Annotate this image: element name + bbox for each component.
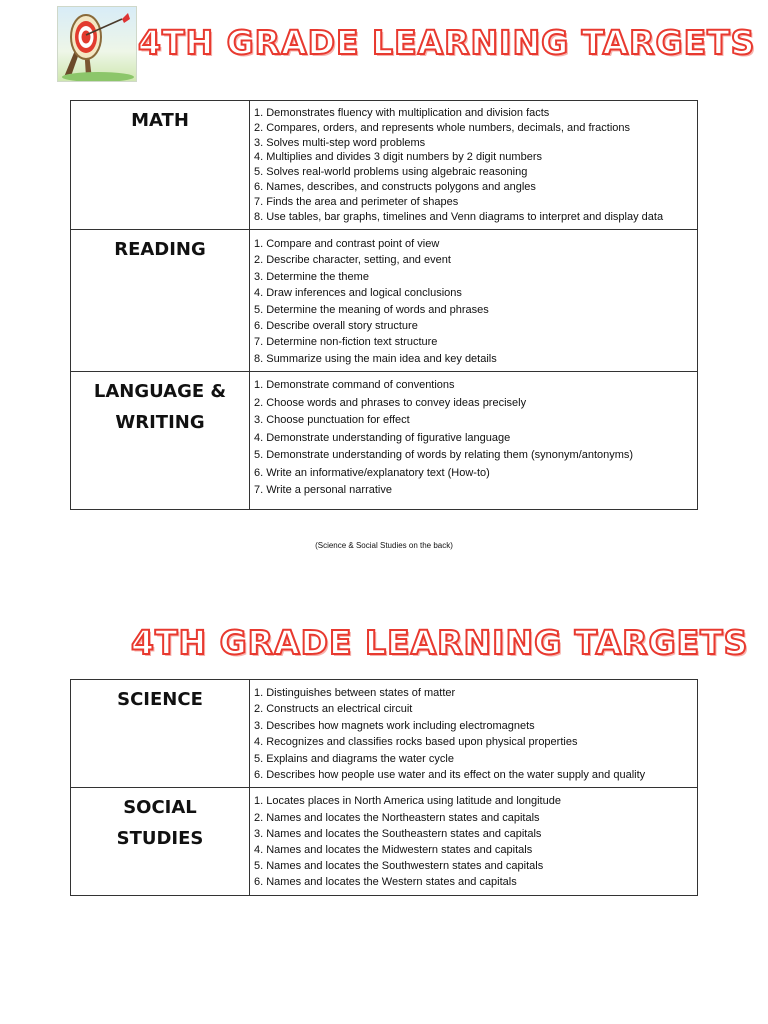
list-item: 3. Solves multi-step word problems bbox=[254, 136, 426, 149]
target-list bbox=[250, 101, 698, 230]
subject-label: READING bbox=[114, 239, 206, 260]
list-item: 2. Choose words and phrases to convey ideas precisely bbox=[254, 396, 527, 409]
list-item: 5. Solves real-world problems using algebraic reasoning bbox=[254, 166, 528, 179]
subject-label-line-1: LANGUAGE & bbox=[93, 381, 227, 403]
back-page-note: (Science & Social Studies on the back) bbox=[315, 541, 453, 550]
list-item: 4. Draw inferences and logical conclusions bbox=[254, 287, 462, 300]
list-item: 3. Determine the theme bbox=[254, 270, 369, 283]
list-item: 2. Names and locates the Northeastern states and capitals bbox=[254, 811, 540, 824]
page-title: 4TH GRADE LEARNING TARGETS bbox=[138, 23, 756, 62]
subject-math bbox=[71, 101, 250, 230]
list-item: 1. Demonstrates fluency with multiplication and division facts bbox=[254, 107, 550, 119]
table-row bbox=[71, 372, 698, 510]
target-list bbox=[250, 680, 698, 788]
list-item: 3. Names and locates the Southeastern states and capitals bbox=[254, 827, 542, 840]
list-item: 4. Names and locates the Midwestern states and capitals bbox=[254, 844, 533, 857]
list-item: 3. Describes how magnets work including electromagnets bbox=[254, 719, 535, 732]
page-title-2: 4TH GRADE LEARNING TARGETS bbox=[131, 623, 749, 662]
list-item: 8. Summarize using the main idea and key details bbox=[254, 352, 497, 365]
list-item: 7. Write a personal narrative bbox=[254, 484, 392, 497]
list-item: 8. Use tables, bar graphs, timelines and Venn diagrams to interpret and display data bbox=[254, 210, 664, 223]
subject-science bbox=[71, 680, 250, 788]
list-item: 6. Describe overall story structure bbox=[254, 320, 418, 333]
list-item: 3. Choose punctuation for effect bbox=[254, 414, 410, 427]
learning-targets-table-2 bbox=[70, 679, 698, 896]
list-item: 5. Demonstrate understanding of words by relating them (synonym/antonyms) bbox=[254, 449, 634, 462]
learning-targets-table-1 bbox=[70, 100, 698, 510]
table-row bbox=[71, 680, 698, 788]
list-item: 4. Demonstrate understanding of figurative language bbox=[254, 431, 511, 444]
target-list bbox=[250, 230, 698, 372]
subject-social-studies bbox=[71, 788, 250, 895]
list-item: 6. Names and locates the Western states and capitals bbox=[254, 876, 517, 889]
subject-label-line-2: WRITING bbox=[115, 412, 205, 434]
list-item: 5. Names and locates the Southwestern states and capitals bbox=[254, 860, 544, 873]
subject-reading bbox=[71, 230, 250, 372]
target-list bbox=[250, 788, 698, 895]
list-item: 2. Compares, orders, and represents whole numbers, decimals, and fractions bbox=[254, 121, 631, 134]
list-item: 1. Locates places in North America using latitude and longitude bbox=[254, 795, 561, 808]
target-logo-icon bbox=[57, 6, 137, 82]
target-list bbox=[250, 372, 698, 510]
list-item: 5. Determine the meaning of words and phrases bbox=[254, 303, 489, 316]
list-item: 6. Names, describes, and constructs polygons and angles bbox=[254, 180, 536, 193]
page-header bbox=[0, 6, 768, 76]
subject-label: MATH bbox=[131, 110, 189, 131]
list-item: 7. Finds the area and perimeter of shapes bbox=[254, 195, 459, 208]
list-item: 5. Explains and diagrams the water cycle bbox=[254, 752, 454, 765]
page-header-2 bbox=[0, 612, 768, 668]
subject-label-line-2: STUDIES bbox=[116, 828, 204, 850]
table-row bbox=[71, 101, 698, 230]
table-row bbox=[71, 230, 698, 372]
list-item: 2. Describe character, setting, and event bbox=[254, 254, 451, 267]
list-item: 6. Write an informative/explanatory text (How-to) bbox=[254, 466, 490, 479]
list-item: 1. Distinguishes between states of matter bbox=[254, 687, 456, 699]
list-item: 4. Multiplies and divides 3 digit numbers by 2 digit numbers bbox=[254, 151, 542, 164]
list-item: 4. Recognizes and classifies rocks based upon physical properties bbox=[254, 736, 578, 749]
list-item: 7. Determine non-fiction text structure bbox=[254, 336, 438, 349]
subject-label: SCIENCE bbox=[117, 689, 203, 710]
subject-language-writing bbox=[71, 372, 250, 510]
list-item: 6. Describes how people use water and its effect on the water supply and quality bbox=[254, 769, 646, 782]
list-item: 1. Demonstrate command of conventions bbox=[254, 379, 455, 392]
list-item: 1. Compare and contrast point of view bbox=[254, 238, 440, 250]
list-item: 2. Constructs an electrical circuit bbox=[254, 703, 413, 716]
table-row bbox=[71, 788, 698, 895]
subject-label-line-1: SOCIAL bbox=[123, 797, 197, 819]
